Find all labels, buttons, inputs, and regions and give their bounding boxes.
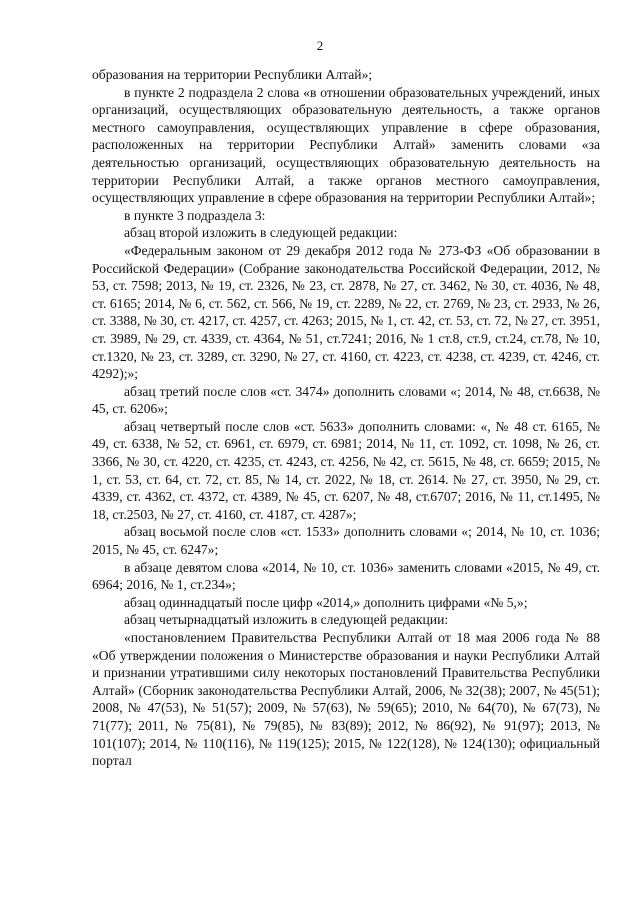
paragraph: «Федеральным законом от 29 декабря 2012 года № 273-ФЗ «Об образовании в Российской Федерации» (Собрание законодательства Российской Федерации, 2012, № 53, ст. 7598; 2013, № 19, ст. 2326, № 23, ст. 2878, № 27, ст. 3462, № 30, ст. 4036, № 48, ст. 6165; 2014, № 6, ст. 562, ст. 566, № 19, ст. 2289, № 22, ст. 2769, № 23, ст. 2933, № 26, ст. 3388, № 30, ст. 4217, ст. 4257, ст. 4263; 2015, № 1, ст. 42, ст. 53, ст. 72, № 27, ст. 3951, ст. 3989, № 29, ст. 4339, ст. 4364, № 51, ст.7241; 2016, № 1 ст.8, ст.9, ст.24, ст.78, № 10, ст.1320, № 23, ст. 3289, ст. 3290, № 27, ст. 4160, ст. 4223, ст. 4238, ст. 4239, ст. 4246, ст. 4292);»; — [92, 242, 600, 382]
paragraph: «постановлением Правительства Республики Алтай от 18 мая 2006 года № 88 «Об утверждении положения о Министерстве образования и науки Республики Алтай и признании утратившими силу некоторых постановлений Правительства Республики Алтай» (Сборник законодательства Республики Алтай, 2006, № 32(38); 2007, № 45(51); 2008, № 47(53), № 51(57); 2009, № 57(63), № 59(65); 2010, № 64(70), № 67(73), № 71(77); 2011, № 75(81), № 79(85), № 83(89); 2012, № 86(92), № 91(97); 2013, № 101(107); 2014, № 110(116), № 119(125); 2015, № 122(128), № 124(130); официальный портал — [92, 630, 600, 769]
paragraph: в абзаце девятом слова «2014, № 10, ст. 1036» заменить словами «2015, № 49, ст. 6964; 2016, № 1, ст.234»; — [92, 559, 600, 593]
paragraph: в пункте 2 подраздела 2 слова «в отношении образовательных учреждений, иных организаций, осуществляющих образовательную деятельность, а также органов местного самоуправления, осуществляющих управление в сфере образования, расположенных на территории Республики Алтай» заменить словами «за деятельностью организаций, осуществляющих образовательную деятельность на территории Республики Алтай, а также органов местного самоуправления, осуществляющих управление в сфере образования на территории Республики Алтай»; — [92, 84, 600, 206]
paragraph: абзац четырнадцатый изложить в следующей редакции: — [124, 612, 449, 628]
document-body — [92, 66, 600, 770]
paragraph: образования на территории Республики Алтай»; — [92, 67, 373, 82]
paragraph: абзац четвертый после слов «ст. 5633» дополнить словами: «, № 48 ст. 6165, № 49, ст. 6338, № 52, ст. 6961, ст. 6979, ст. 6981; 2014, № 11, ст. 1092, ст. 1098, № 26, ст. 3366, № 30, ст. 4220, ст. 4235, ст. 4243, ст. 4256, № 42, ст. 5615, № 48, ст. 6659; 2015, № 1, ст. 53, ст. 64, ст. 72, ст. 85, № 14, ст. 2022, № 18, ст. 2614. № 27, ст. 3950, № 29, ст. 4339, ст. 4362, ст. 4372, ст. 4389, № 45, ст. 6207, № 48, ст.6707; 2016, № 11, ст.1495, № 18, ст.2503, № 27, ст. 4160, ст. 4187, ст. 4287»; — [92, 418, 600, 522]
paragraph: абзац второй изложить в следующей редакции: — [124, 225, 398, 241]
paragraph: абзац восьмой после слов «ст. 1533» дополнить словами «; 2014, № 10, ст. 1036; 2015, № 45, ст. 6247»; — [92, 524, 600, 558]
paragraph: абзац одиннадцатый после цифр «2014,» дополнить цифрами «№ 5,»; — [124, 594, 528, 610]
page-number: 2 — [316, 38, 324, 53]
paragraph: абзац третий после слов «ст. 3474» дополнить словами «; 2014, № 48, ст.6638, № 45, ст. 6206»; — [92, 383, 600, 417]
paragraph: в пункте 3 подраздела 3: — [124, 207, 266, 223]
